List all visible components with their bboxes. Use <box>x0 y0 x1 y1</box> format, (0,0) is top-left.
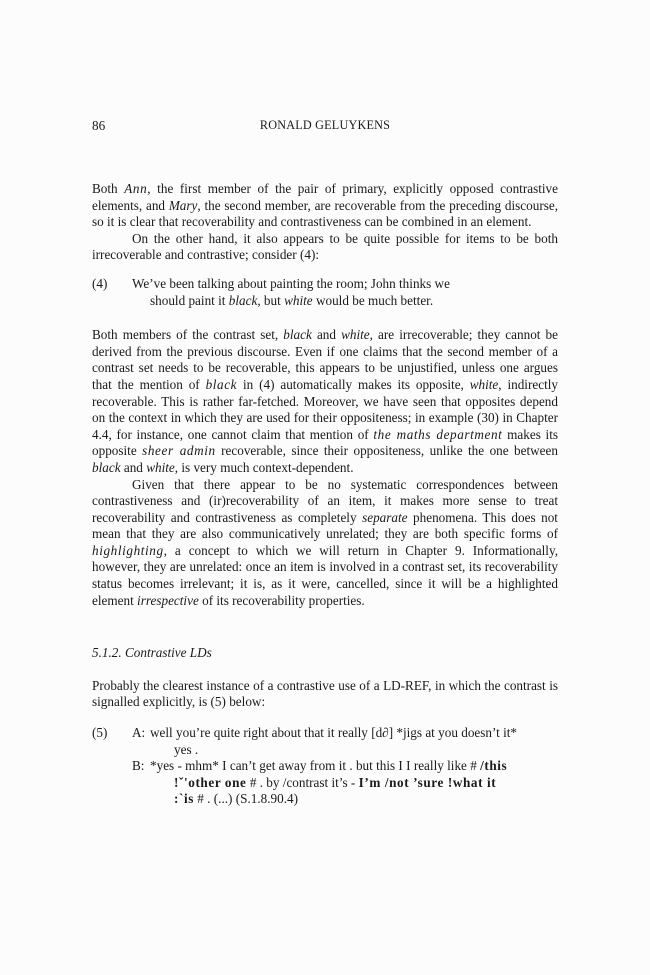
term-black: black <box>283 327 312 343</box>
example-5 <box>92 725 558 808</box>
page-number: 86 <box>92 118 106 133</box>
term-mary: Mary <box>168 197 198 213</box>
term-white: white <box>146 459 175 475</box>
term-maths-department: the maths department <box>373 426 503 442</box>
section-heading: 5.1.2. Contrastive LDs <box>92 645 212 661</box>
text-run: # . by /contrast it’s - <box>246 774 359 790</box>
text-run: and <box>120 459 147 475</box>
speaker-label: B: <box>132 758 145 774</box>
term-white: white <box>469 376 499 392</box>
body-text <box>92 181 558 808</box>
example-4 <box>92 276 558 309</box>
example-number: (4) <box>92 275 108 291</box>
text-run: of its recoverability properties. <box>198 592 365 608</box>
term-irrespective: irrespective <box>137 592 199 608</box>
utterance: well you’re quite right about that it really [d∂] *jigs at you doesn’t it* <box>150 725 518 741</box>
term-black: black <box>228 292 258 308</box>
term-black: black <box>205 376 238 392</box>
text-run: phenomena. This does not mean that they are also communicatively unrelated; they are both specific forms of <box>92 509 558 542</box>
paragraph: Probably the clearest instance of a contrastive use of a LD-REF, in which the contrast is signalled explicitly, is (5) below: <box>92 677 558 710</box>
text-run: , a concept to which we will return in Chapter 9. Informationally, however, they are unrelated: once an item is involved in a contrast set, its recoverability status becomes irrelevant; it is, as it were, cancelled, since it will be a highlighted element <box>92 542 558 608</box>
text-run: *yes - mhm* I can’t get away from it . but this I I really like # <box>150 758 481 774</box>
tonic-segment: /this <box>480 758 508 774</box>
term-separate: separate <box>362 509 408 525</box>
example-line: We’ve been talking about painting the room; John thinks we <box>132 275 450 291</box>
tonic-segment: !ˇ'other one <box>174 774 247 790</box>
example-text <box>132 725 558 808</box>
text-run: # . (...) (S.1.8.90.4) <box>193 791 299 807</box>
text-run: , are irrecoverable; they cannot be derived from the previous discourse. Even if one claims that the second member of a contrast set needs to be recoverable, this appears to be unjustified, unless one argues that the mention of <box>92 327 558 392</box>
paragraph <box>92 327 558 476</box>
example-text <box>132 276 558 309</box>
text-run: , the first member of the pair of primary, explicitly opposed contrastive elements, and <box>92 181 559 213</box>
utterance-continuation <box>132 791 558 808</box>
text-run: Both members of the contrast set, <box>92 327 284 343</box>
example-number: (5) <box>92 725 108 741</box>
paragraph: On the other hand, it also appears to be quite possible for items to be both irrecoverable and contrastive; consider (4): <box>92 230 558 263</box>
text-run: makes its opposite <box>92 426 558 459</box>
term-white: white <box>284 292 313 308</box>
text-run: , the second member, are recoverable from the preceding discourse, so it is clear that recoverability and contrastiveness can be combined in an element. <box>92 197 558 230</box>
term-sheer-admin: sheer admin <box>142 443 216 459</box>
text-run: , is very much context-dependent. <box>174 459 354 475</box>
page-header <box>92 118 558 136</box>
text-run: recoverable, since their oppositeness, unlike the one between <box>215 443 558 459</box>
utterance-continuation <box>132 775 558 792</box>
paragraph <box>92 181 558 231</box>
example-line <box>132 293 558 310</box>
text-run: would be much better. <box>312 292 434 308</box>
speaker-label: A: <box>132 725 146 741</box>
dialogue-turn-b <box>132 758 558 775</box>
tonic-segment: :ˋis <box>174 791 194 807</box>
text-run: , indirectly recoverable. This is rather far-fetched. Moreover, we have seen that opposites depend on the context in which they are used for their oppositeness; in example (30) in Chapter 4.4, for instance, one cannot claim that mention of <box>92 376 558 442</box>
utterance <box>150 758 558 775</box>
text-run: Both <box>92 181 125 196</box>
term-ann: Ann <box>124 181 148 196</box>
text-run: in (4) automatically makes its opposite, <box>237 376 470 392</box>
term-highlighting: highlighting <box>92 542 164 558</box>
text-run: Given that there appear to be no systematic correspondences between contrastiveness and (ir)recoverability of an item, it makes more sense to treat recoverability and contrastiveness as completely <box>92 476 558 525</box>
text-run: , but <box>257 292 285 308</box>
dialogue-turn-a <box>132 725 558 742</box>
text-run: should paint it <box>150 292 229 308</box>
utterance-continuation: yes . <box>174 741 199 757</box>
term-white: white <box>341 327 370 343</box>
term-black: black <box>92 459 121 475</box>
paragraph <box>92 477 558 610</box>
tonic-segment: I’m /not ’sure !what it <box>358 774 497 790</box>
text-run: and <box>311 327 342 343</box>
running-head: RONALD GELUYKENS <box>259 118 391 132</box>
